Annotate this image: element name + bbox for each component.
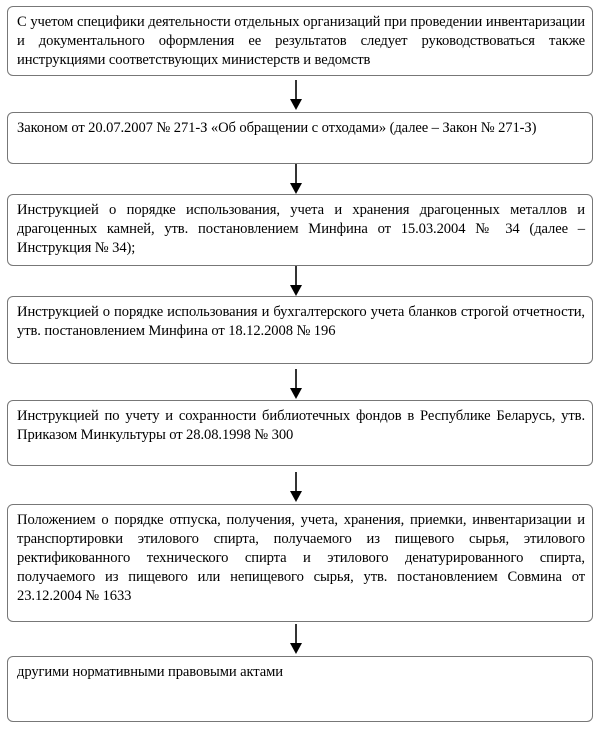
- flowchart-item-text: Положением о порядке отпуска, получения, учета, хранения, приемки, инвентаризации и транспортировки этилового спирта, получаемого из пищевого сырья, этилового ректификованного технического спирта и этилового денатурированного спирта, получаемого из пищевого или непищевого сырья, утв. постановлением Совмина от 23.12.2004 № 1633: [17, 512, 585, 604]
- flowchart-item-text: другими нормативными правовыми актами: [17, 664, 283, 680]
- down-arrow-icon: [289, 80, 303, 110]
- flowchart-item-box: [7, 112, 593, 164]
- flowchart-intro-box: [7, 6, 593, 76]
- down-arrow-icon: [289, 624, 303, 654]
- flowchart-item-text: Инструкцией о порядке использования, учета и хранения драгоценных металлов и драгоценных камней, утв. постановлением Минфина от 15.03.2004 № 34 (далее – Инструкция № 34);: [17, 202, 585, 256]
- down-arrow-icon: [289, 472, 303, 502]
- flowchart-intro-text: С учетом специфики деятельности отдельных организаций при проведении инвентаризации и документального оформления ее результатов следует руководствоваться также инструкциями соответствующих министерств и ведомств: [17, 14, 585, 68]
- flowchart-item-box: [7, 504, 593, 622]
- flowchart-item-box: [7, 194, 593, 266]
- flowchart-item-text: Инструкцией о порядке использования и бухгалтерского учета бланков строгой отчетности, утв. постановлением Минфина от 18.12.2008 № 196: [17, 304, 585, 339]
- down-arrow-icon: [289, 164, 303, 194]
- flowchart-item-text: Законом от 20.07.2007 № 271-З «Об обращении с отходами» (далее – Закон № 271-З): [17, 120, 537, 136]
- flowchart-item-box: [7, 400, 593, 466]
- down-arrow-icon: [289, 369, 303, 399]
- flowchart-item-box: [7, 296, 593, 364]
- flowchart-item-box: [7, 656, 593, 722]
- flowchart-item-text: Инструкцией по учету и сохранности библиотечных фондов в Республике Беларусь, утв. Приказом Минкультуры от 28.08.1998 № 300: [17, 408, 585, 443]
- down-arrow-icon: [289, 266, 303, 296]
